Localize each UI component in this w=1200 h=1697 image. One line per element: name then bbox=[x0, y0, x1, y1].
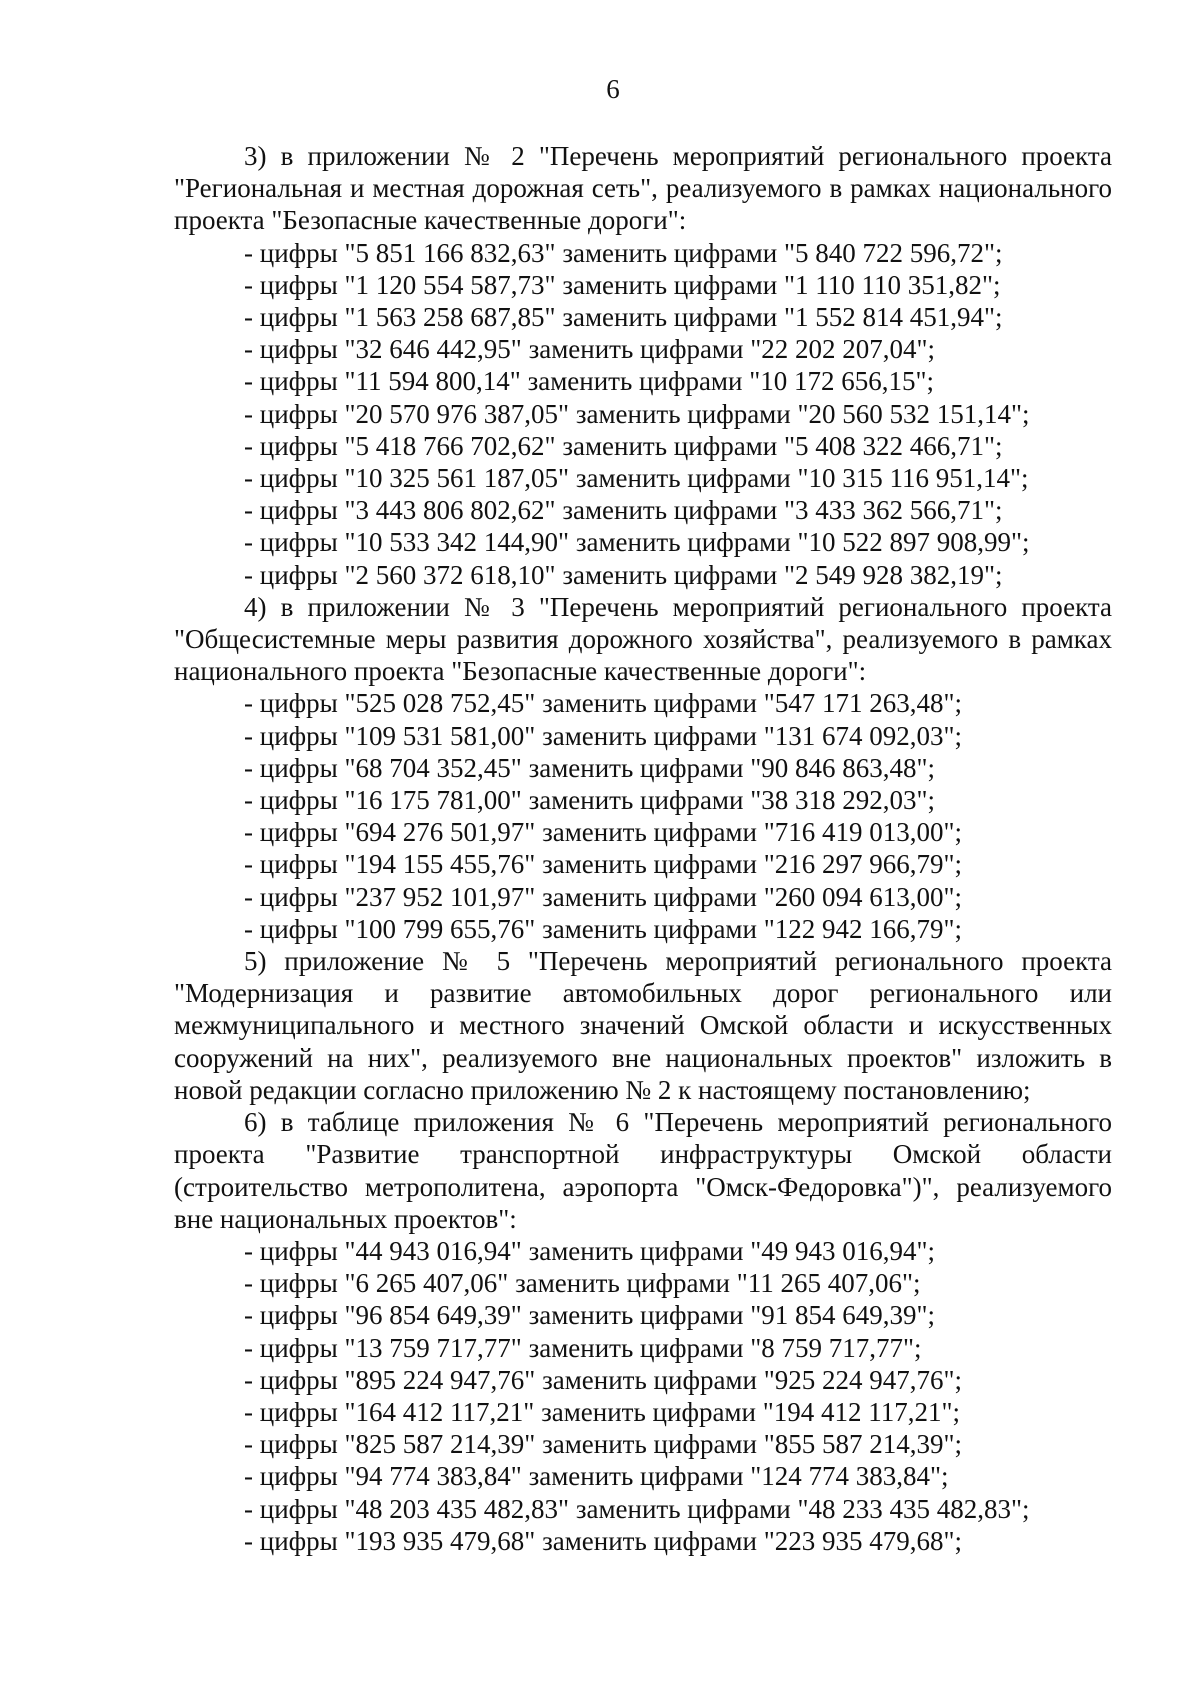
replacement-line: - цифры "1 120 554 587,73" заменить цифрами "1 110 110 351,82"; bbox=[244, 269, 1001, 300]
replacement-line: - цифры "5 418 766 702,62" заменить цифрами "5 408 322 466,71"; bbox=[244, 430, 1003, 461]
replacement-line: - цифры "109 531 581,00" заменить цифрами "131 674 092,03"; bbox=[244, 720, 963, 751]
section-intro: 4) в приложении № 3 "Перечень мероприятий регионального проекта "Общесистемные меры развития дорожного хозяйства", реализуемого в рамках национального проекта "Безопасные качественные дороги": bbox=[174, 591, 1112, 687]
replacement-line: - цифры "525 028 752,45" заменить цифрами "547 171 263,48"; bbox=[244, 688, 963, 719]
replacement-line: - цифры "32 646 442,95" заменить цифрами "22 202 207,04"; bbox=[244, 334, 936, 365]
section-intro: 3) в приложении № 2 "Перечень мероприятий регионального проекта "Региональная и местная дорожная сеть", реализуемого в рамках национального проекта "Безопасные качественные дороги": bbox=[174, 141, 1112, 236]
replacement-line: - цифры "6 265 407,06" заменить цифрами "11 265 407,06"; bbox=[244, 1268, 921, 1299]
replacement-line: - цифры "94 774 383,84" заменить цифрами "124 774 383,84"; bbox=[244, 1461, 949, 1492]
replacement-line: - цифры "11 594 800,14" заменить цифрами "10 172 656,15"; bbox=[244, 366, 935, 397]
replacement-line: - цифры "237 952 101,97" заменить цифрами "260 094 613,00"; bbox=[244, 881, 963, 912]
replacement-line: - цифры "164 412 117,21" заменить цифрами "194 412 117,21"; bbox=[244, 1396, 961, 1427]
replacement-line: - цифры "10 325 561 187,05" заменить цифрами "10 315 116 951,14"; bbox=[244, 463, 1029, 494]
replacement-line: - цифры "1 563 258 687,85" заменить цифрами "1 552 814 451,94"; bbox=[244, 302, 1003, 333]
replacement-line: - цифры "16 175 781,00" заменить цифрами "38 318 292,03"; bbox=[244, 785, 936, 816]
replacement-line: - цифры "10 533 342 144,90" заменить цифрами "10 522 897 908,99"; bbox=[244, 527, 1030, 558]
replacement-line: - цифры "13 759 717,77" заменить цифрами "8 759 717,77"; bbox=[244, 1332, 922, 1363]
section-intro: 5) приложение № 5 "Перечень мероприятий регионального проекта "Модернизация и развитие автомобильных дорог регионального или межмуниципального и местного значений Омской области и искусственных сооружений на них", реализуемого вне национальных проектов" изложить в новой редакции согласно приложению № 2 к настоящему постановлению; bbox=[174, 946, 1112, 1105]
replacement-line: - цифры "193 935 479,68" заменить цифрами "223 935 479,68"; bbox=[244, 1525, 963, 1556]
replacement-line: - цифры "694 276 501,97" заменить цифрами "716 419 013,00"; bbox=[244, 817, 963, 848]
replacement-line: - цифры "194 155 455,76" заменить цифрами "216 297 966,79"; bbox=[244, 849, 963, 880]
section-item-4 bbox=[174, 591, 1112, 945]
replacement-line: - цифры "895 224 947,76" заменить цифрами "925 224 947,76"; bbox=[244, 1364, 963, 1395]
page-number: 6 bbox=[606, 74, 620, 104]
replacement-line: - цифры "68 704 352,45" заменить цифрами "90 846 863,48"; bbox=[244, 752, 936, 783]
replacement-line: - цифры "825 587 214,39" заменить цифрами "855 587 214,39"; bbox=[244, 1429, 963, 1460]
section-intro: 6) в таблице приложения № 6 "Перечень мероприятий регионального проекта "Развитие транспортной инфраструктуры Омской области (строительство метрополитена, аэропорта "Омск-Федоровка")", реализуемого вне национальных проектов": bbox=[174, 1107, 1112, 1234]
replacement-line: - цифры "44 943 016,94" заменить цифрами "49 943 016,94"; bbox=[244, 1235, 936, 1266]
section-item-3 bbox=[174, 140, 1112, 591]
replacement-line: - цифры "5 851 166 832,63" заменить цифрами "5 840 722 596,72"; bbox=[244, 237, 1003, 268]
replacement-line: - цифры "2 560 372 618,10" заменить цифрами "2 549 928 382,19"; bbox=[244, 559, 1003, 590]
replacement-line: - цифры "48 203 435 482,83" заменить цифрами "48 233 435 482,83"; bbox=[244, 1493, 1030, 1524]
section-item-6 bbox=[174, 1106, 1112, 1557]
replacement-line: - цифры "3 443 806 802,62" заменить цифрами "3 433 362 566,71"; bbox=[244, 495, 1003, 526]
document-body bbox=[174, 140, 1112, 1557]
replacement-line: - цифры "96 854 649,39" заменить цифрами "91 854 649,39"; bbox=[244, 1300, 936, 1331]
section-item-5 bbox=[174, 945, 1112, 1106]
replacement-line: - цифры "100 799 655,76" заменить цифрами "122 942 166,79"; bbox=[244, 913, 963, 944]
replacement-line: - цифры "20 570 976 387,05" заменить цифрами "20 560 532 151,14"; bbox=[244, 398, 1030, 429]
